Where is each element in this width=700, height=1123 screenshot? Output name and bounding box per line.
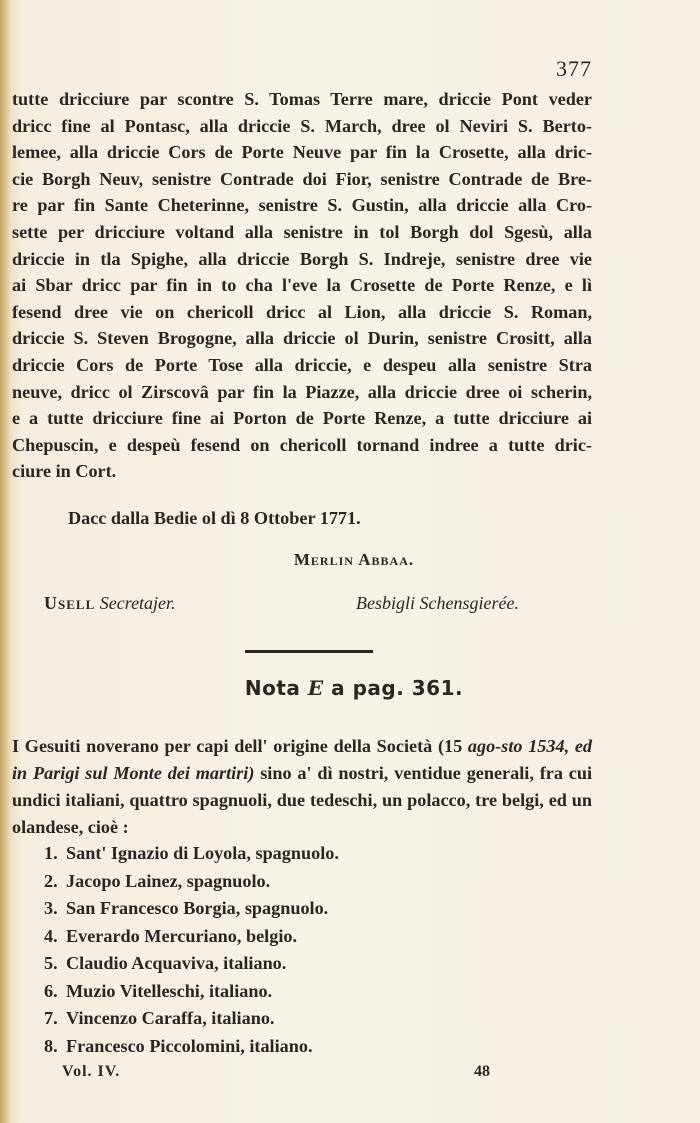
general-number: 4. — [44, 925, 58, 946]
paragraph-line: sette per dricciure voltand alla senistre in tol Borgh dol Sgesù, alla — [12, 221, 592, 242]
dated-line: Dacc dalla Bedie ol dì 8 Ottober 1771. — [68, 508, 361, 528]
general-number: 1. — [44, 843, 58, 863]
general-list-item — [44, 1033, 339, 1061]
heading-prefix: Nota — [244, 676, 301, 700]
general-name: Sant' Ignazio di Loyola, spagnuolo. — [66, 843, 339, 863]
intro-text-end: sino a' dì nostri, ventidue generali, fra cui undici italiani, quattro spagnuoli, due tedeschi, un polacco, tre belgi, ed un olandese, cioè : — [12, 763, 592, 837]
general-list-item — [44, 1005, 339, 1033]
general-list-item — [44, 978, 339, 1006]
paragraph-line: fesend dree vie on chericoll dricc al Lion, alla driccie S. Roman, — [12, 301, 592, 322]
generals-list — [44, 840, 339, 1060]
intro-place: ed in Parigi sul Monte dei martiri) — [12, 736, 593, 783]
general-name: Jacopo Lainez, spagnuolo. — [66, 870, 271, 891]
page-number: 377 — [556, 56, 592, 81]
general-number: 3. — [44, 898, 58, 918]
intro-paragraph — [12, 733, 592, 841]
section-heading — [0, 676, 700, 700]
footer-volume: Vol. IV. — [62, 1063, 121, 1080]
paragraph-line: re par fin Sante Cheterinne, senistre S. Gustin, alla driccie alla Cro- — [12, 195, 592, 216]
general-list-item — [44, 923, 339, 951]
paragraph-line: cie Borgh Neuv, senistre Contrade doi Fior, senistre Contrade de Bre- — [12, 168, 592, 189]
officer-secretary — [44, 593, 176, 614]
paragraph-line: dricc fine al Pontasc, alla driccie S. March, dree ol Neviri S. Berto- — [12, 115, 592, 136]
officer-chancellor: Besbigli Schensgierée. — [356, 593, 519, 613]
paragraph-line: driccie Cors de Porte Tose alla driccie, e despeu alla senistre Stra — [12, 354, 592, 375]
general-number: 8. — [44, 1035, 58, 1056]
general-number: 5. — [44, 953, 58, 973]
decree-paragraph — [12, 86, 592, 485]
officer-secretary-role: Secretajer. — [99, 593, 176, 613]
heading-letter: E — [307, 676, 324, 700]
paragraph-line: Chepuscin, e despeù fesend on chericoll tornand indree a tutte dric- — [12, 434, 592, 455]
general-list-item — [44, 840, 339, 868]
paragraph-line: ciure in Cort. — [12, 461, 117, 482]
paragraph-line: tutte dricciure par scontre S. Tomas Terre mare, driccie Pont veder — [12, 89, 592, 109]
general-list-item — [44, 895, 339, 923]
general-number: 7. — [44, 1008, 58, 1028]
paragraph-line: lemee, alla driccie Cors de Porte Neuve par fin la Crosette, alla dric- — [12, 142, 592, 163]
paragraph-line: ai Sbar dricc par fin in to cha l'eve la Crosette de Porte Renze, e lì — [12, 275, 592, 296]
general-number: 6. — [44, 980, 58, 1001]
officer-secretary-name: Usell — [44, 593, 96, 613]
section-divider — [245, 650, 373, 653]
general-name: Muzio Vitelleschi, italiano. — [66, 980, 273, 1001]
general-list-item — [44, 950, 339, 978]
paragraph-line: e a tutte dricciure fine ai Porton de Porte Renze, a tutte dricciure ai — [12, 408, 592, 429]
signature-abbot: Merlin Abbaa. — [293, 550, 415, 569]
heading-suffix: a pag. 361. — [331, 676, 464, 700]
footer-signature-mark: 48 — [474, 1063, 490, 1080]
general-name: Vincenzo Caraffa, italiano. — [66, 1008, 275, 1028]
intro-date: ago-sto 1534, — [467, 736, 570, 756]
paragraph-line: driccie in tla Spighe, alla driccie Borgh S. Indreje, senistre dree vie — [12, 248, 592, 269]
general-number: 2. — [44, 870, 58, 891]
intro-text-start: I Gesuiti noverano per capi dell' origine della Società (15 — [12, 736, 463, 756]
general-name: San Francesco Borgia, spagnuolo. — [66, 898, 329, 918]
paragraph-line: neuve, dricc ol Zirscovâ par fin la Piazze, alla driccie dree oi scherin, — [12, 381, 592, 402]
general-name: Claudio Acquaviva, italiano. — [66, 953, 287, 973]
general-name: Everardo Mercuriano, belgio. — [66, 925, 298, 946]
paragraph-line: driccie S. Steven Brogogne, alla driccie ol Durin, senistre Crositt, alla — [12, 328, 592, 349]
general-list-item — [44, 868, 339, 896]
general-name: Francesco Piccolomini, italiano. — [66, 1035, 313, 1056]
